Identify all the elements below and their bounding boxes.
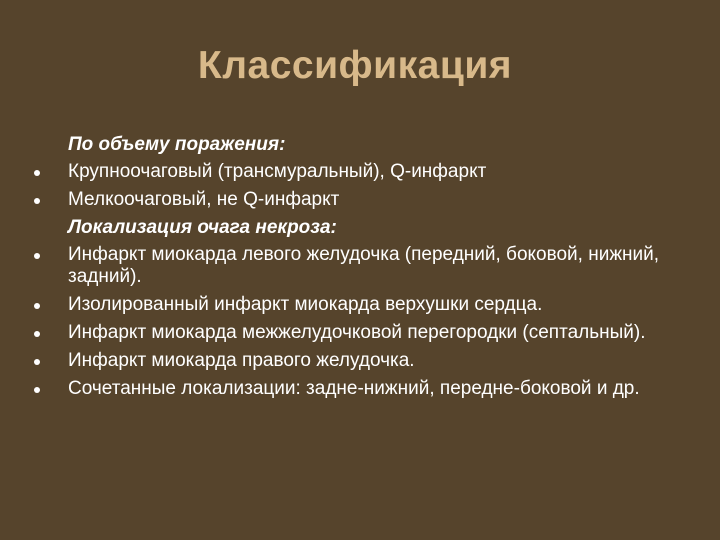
bullet-icon bbox=[34, 198, 40, 204]
bullet-icon bbox=[34, 170, 40, 176]
bullet-icon bbox=[34, 359, 40, 365]
slide-content bbox=[34, 134, 694, 406]
list-item-text: Инфаркт миокарда межжелудочковой перегородки (септальный). bbox=[68, 322, 646, 343]
list-item-text: Изолированный инфаркт миокарда верхушки сердца. bbox=[68, 294, 543, 315]
list-item bbox=[34, 350, 694, 372]
bullet-icon bbox=[34, 303, 40, 309]
list-item bbox=[34, 161, 694, 183]
list-item bbox=[34, 378, 694, 400]
list-item bbox=[34, 322, 694, 344]
bullet-icon bbox=[34, 387, 40, 393]
list-item bbox=[34, 244, 694, 288]
list-item bbox=[34, 294, 694, 316]
list-item-text: Мелкоочаговый, не Q-инфаркт bbox=[68, 189, 340, 210]
section-heading-location: Локализация очага некроза: bbox=[68, 217, 337, 238]
list-item bbox=[34, 189, 694, 211]
list-item-text: Инфаркт миокарда левого желудочка (передний, боковой, нижний, задний). bbox=[68, 244, 660, 287]
slide-title: Классификация bbox=[197, 44, 513, 87]
bullet-icon bbox=[34, 253, 40, 259]
list-item-text: Крупноочаговый (трансмуральный), Q-инфаркт bbox=[68, 161, 487, 182]
bullet-icon bbox=[34, 331, 40, 337]
section-heading-extent: По объему поражения: bbox=[68, 134, 286, 155]
list-item-text: Сочетанные локализации: задне-нижний, передне-боковой и др. bbox=[68, 378, 640, 399]
list-item-text: Инфаркт миокарда правого желудочка. bbox=[68, 350, 415, 371]
